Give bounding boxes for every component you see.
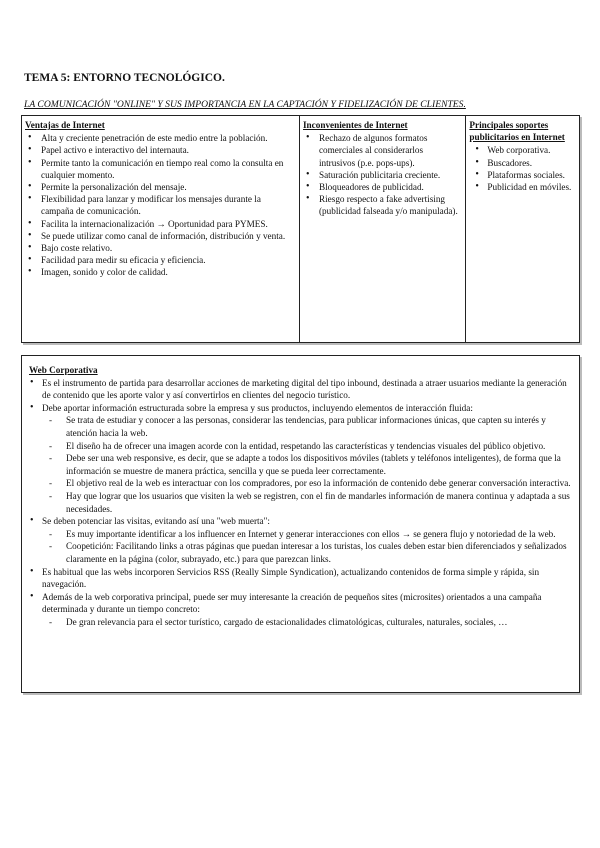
- list-item: • Facilita la internacionalización → Oportunidad para PYMES.: [25, 218, 295, 230]
- web-corporativa-box: [21, 355, 580, 693]
- web-corporativa-header: Web Corporativa: [29, 365, 98, 375]
- list-item: • Saturación publicitaria creciente.: [303, 169, 461, 181]
- list-item: • Permite la personalización del mensaje.: [25, 181, 295, 193]
- list-item: • Rechazo de algunos formatos comerciales al considerarlos intrusivos (p.e. pops-ups).: [303, 132, 461, 169]
- soportes-header: Principales soportes publicitarios en Internet: [469, 120, 565, 143]
- list-item-text: Debe aportar información estructurada sobre la empresa y sus productos, incluyendo elementos de interacción fluida:: [42, 402, 473, 413]
- list-item: [29, 591, 573, 629]
- sub-list-item: - Es muy importante identificar a los influencer en Internet y generar interacciones con ellos → se genera flujo y notoriedad de la web.: [42, 528, 573, 541]
- sub-list-item: - Coopetición: Facilitando links a otras páginas que puedan interesar a los turistas, los cuales deben estar bien diferenciados y señalizados claramente en la página (color, subrayado, etc.) para que parezcan links.: [42, 540, 573, 565]
- ventajas-list: [25, 132, 295, 278]
- sub-list-item: - Hay que lograr que los usuarios que visiten la web se registren, con el fin de mandarles información de manera continua y adaptada a sus necesidades.: [42, 490, 573, 515]
- list-item: [29, 515, 573, 565]
- soportes-list: [469, 144, 575, 193]
- list-item: • Permite tanto la comunicación en tiempo real como la consulta en cualquier momento.: [25, 157, 295, 181]
- page-title: TEMA 5: ENTORNO TECNOLÓGICO.: [24, 72, 225, 84]
- list-item-text: Además de la web corporativa principal, puede ser muy interesante la creación de pequeños sites (microsites) orientados a una campaña determinada y durante un tiempo concreto:: [42, 591, 542, 615]
- list-item: • Se puede utilizar como canal de información, distribución y venta.: [25, 230, 295, 242]
- list-item: [29, 377, 573, 402]
- soportes-column: [466, 116, 579, 342]
- inconvenientes-header: Inconvenientes de Internet: [302, 120, 408, 130]
- list-item: • Bloqueadores de publicidad.: [303, 181, 461, 193]
- list-item: • Alta y creciente penetración de este medio entre la población.: [25, 132, 295, 144]
- list-item: • Bajo coste relativo.: [25, 242, 295, 254]
- list-item: [29, 566, 573, 591]
- web-corporativa-list: [29, 377, 573, 629]
- list-item: [29, 402, 573, 515]
- ventajas-header: Ventajas de Internet: [25, 120, 105, 130]
- sub-list-item: - Debe ser una web responsive, es decir, que se adapte a todos los dispositivos móviles (tablets y teléfonos inteligentes), de forma que la información se muestre de manera práctica, sencilla y que se pueda leer correctamente.: [42, 452, 573, 477]
- list-item: • Riesgo respecto a fake advertising (publicidad falseada y/o manipulada).: [303, 193, 461, 217]
- list-item-text: Es el instrumento de partida para desarrollar acciones de marketing digital del tipo inbound, destinada a atraer usuarios mediante la generación de contenido que les aporte valor y así convertirlos en clientes del negocio turístico.: [42, 377, 567, 401]
- sub-list: [42, 616, 573, 629]
- sub-list-item: - El diseño ha de ofrecer una imagen acorde con la entidad, respetando las características y tendencias visuales del público objetivo.: [42, 440, 573, 453]
- inconvenientes-column: [300, 116, 466, 342]
- sub-list: [42, 528, 573, 566]
- list-item: • Imagen, sonido y color de calidad.: [25, 266, 295, 278]
- list-item: • Flexibilidad para lanzar y modificar los mensajes durante la campaña de comunicación.: [25, 193, 295, 217]
- list-item: • Facilidad para medir su eficacia y eficiencia.: [25, 254, 295, 266]
- list-item-text: Se deben potenciar las visitas, evitando así una "web muerta":: [42, 516, 270, 527]
- list-item: • Web corporativa.: [469, 144, 575, 156]
- sub-list-item: - Se trata de estudiar y conocer a las personas, considerar las tendencias, para publicar informaciones únicas, que capten su interés y atención hacia la web.: [42, 414, 573, 439]
- sub-list-item: - El objetivo real de la web es interactuar con los compradores, por eso la información de contenido debe generar conversación interactiva.: [42, 477, 573, 490]
- sub-list: [42, 414, 573, 515]
- list-item-text: Es habitual que las webs incorporen Servicios RSS (Really Simple Syndication), actualizando contenidos de forma simple y rápida, sin navegación.: [42, 566, 540, 590]
- list-item: • Plataformas sociales.: [469, 169, 575, 181]
- list-item: • Buscadores.: [469, 157, 575, 169]
- list-item: • Publicidad en móviles.: [469, 181, 575, 193]
- ventajas-column: [22, 116, 300, 342]
- inconvenientes-list: [303, 132, 461, 217]
- internet-comparison-table: [21, 115, 580, 343]
- page-subtitle: LA COMUNICACIÓN "ONLINE" Y SUS IMPORTANCIA EN LA CAPTACIÓN Y FIDELIZACIÓN DE CLIENTES.: [24, 99, 466, 110]
- list-item: • Papel activo e interactivo del internauta.: [25, 144, 295, 156]
- sub-list-item: - De gran relevancia para el sector turístico, cargado de estacionalidades climatológicas, culturales, naturales, sociales, …: [42, 616, 573, 629]
